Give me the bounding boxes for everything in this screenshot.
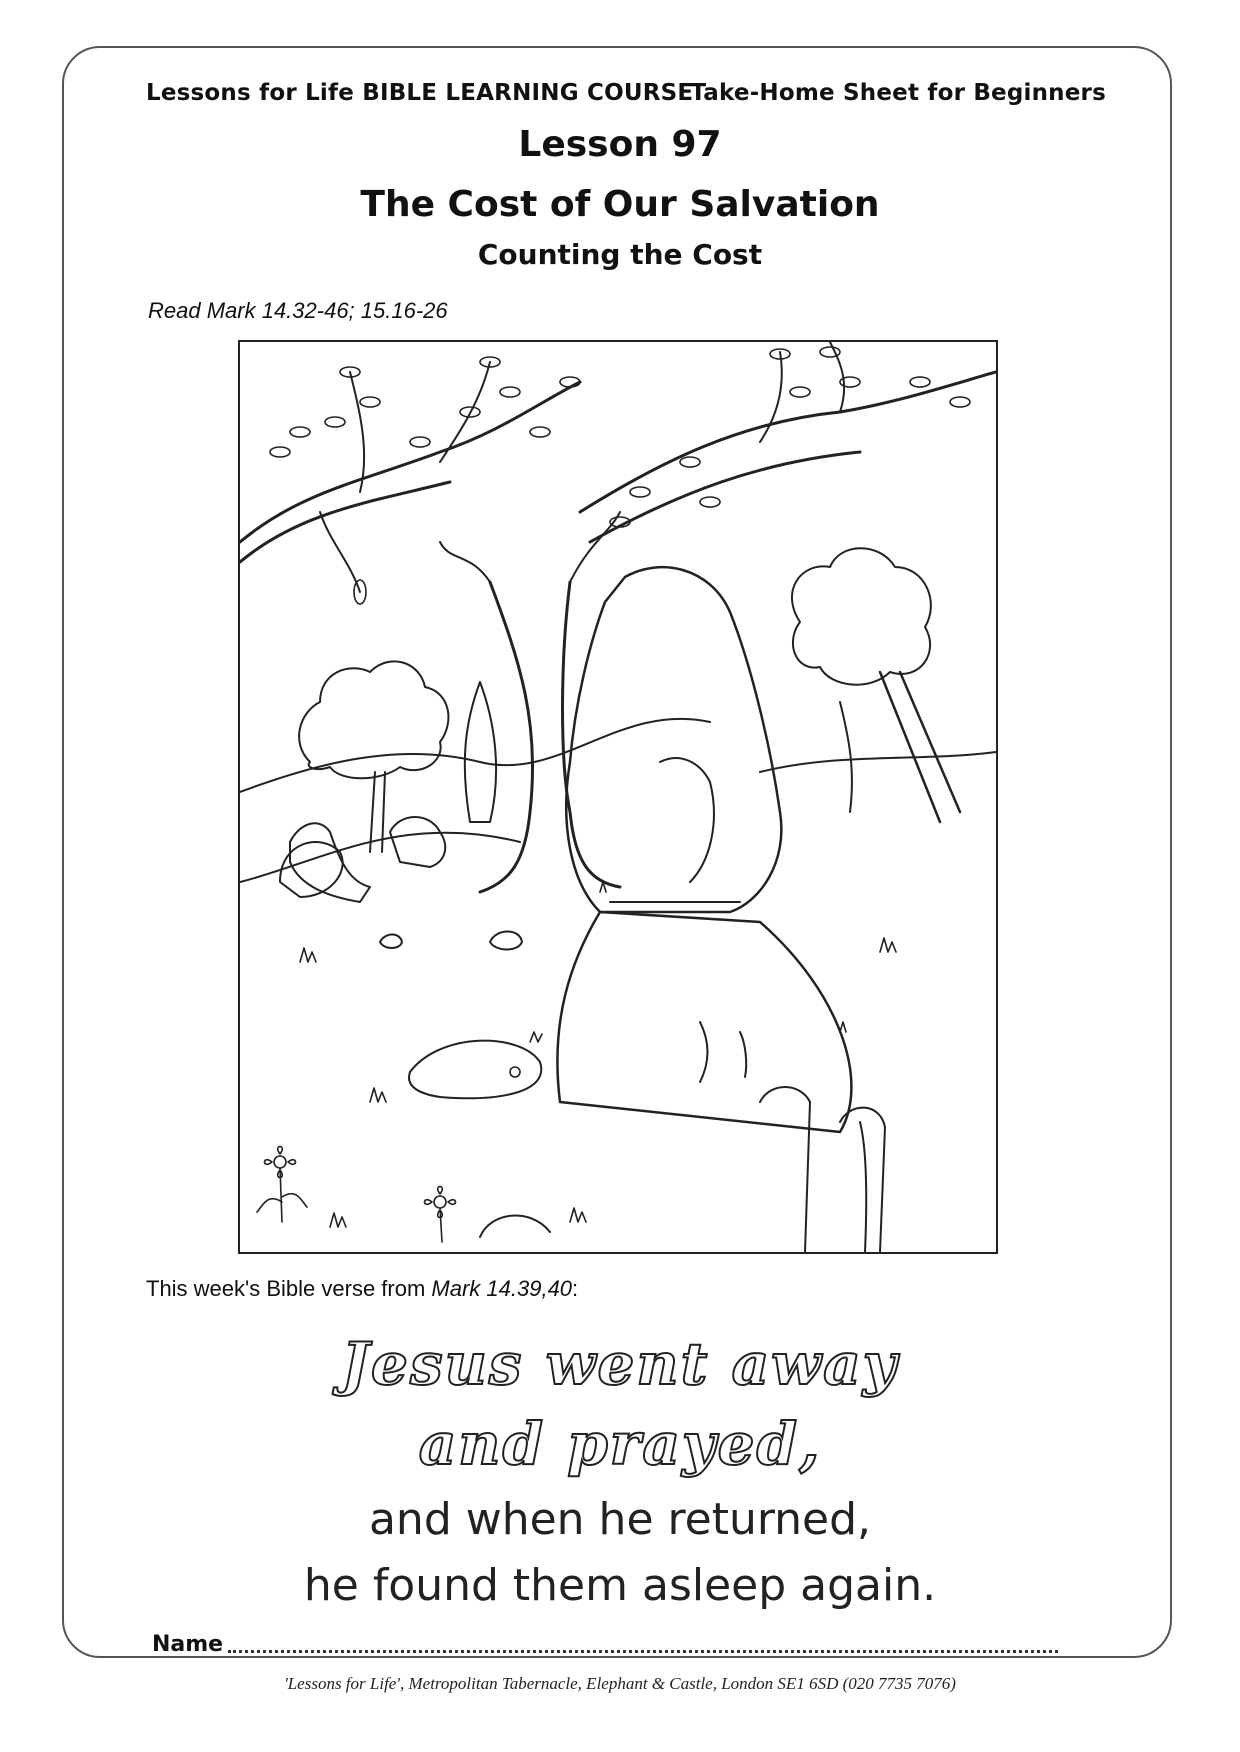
course-title: Lessons for Life BIBLE LEARNING COURSE bbox=[146, 80, 694, 106]
coloring-illustration bbox=[238, 340, 998, 1254]
reading-reference: Read Mark 14.32-46; 15.16-26 bbox=[148, 298, 448, 323]
verse-intro-text: This week's Bible verse from bbox=[146, 1276, 432, 1301]
verse-intro bbox=[146, 1276, 578, 1302]
lesson-number: Lesson 97 bbox=[518, 124, 722, 165]
name-label: Name bbox=[152, 1632, 224, 1657]
verse-line-4: he found them asleep again. bbox=[303, 1560, 937, 1611]
verse-line-3: and when he returned, bbox=[368, 1494, 872, 1545]
lesson-title: The Cost of Our Salvation bbox=[360, 184, 880, 225]
verse-line-1: Jesus went away bbox=[341, 1330, 899, 1398]
verse-reference: Mark 14.39,40 bbox=[431, 1276, 573, 1301]
name-write-line[interactable] bbox=[228, 1650, 1058, 1653]
verse-intro-colon: : bbox=[572, 1276, 579, 1301]
sheet-type: Take-Home Sheet for Beginners bbox=[690, 80, 1106, 106]
lesson-subtitle: Counting the Cost bbox=[477, 238, 763, 271]
verse-line-2: and prayed, bbox=[418, 1410, 822, 1478]
footer-address: 'Lessons for Life', Metropolitan Tabernacle, Elephant & Castle, London SE1 6SD (020 7735 7076) bbox=[284, 1674, 956, 1693]
